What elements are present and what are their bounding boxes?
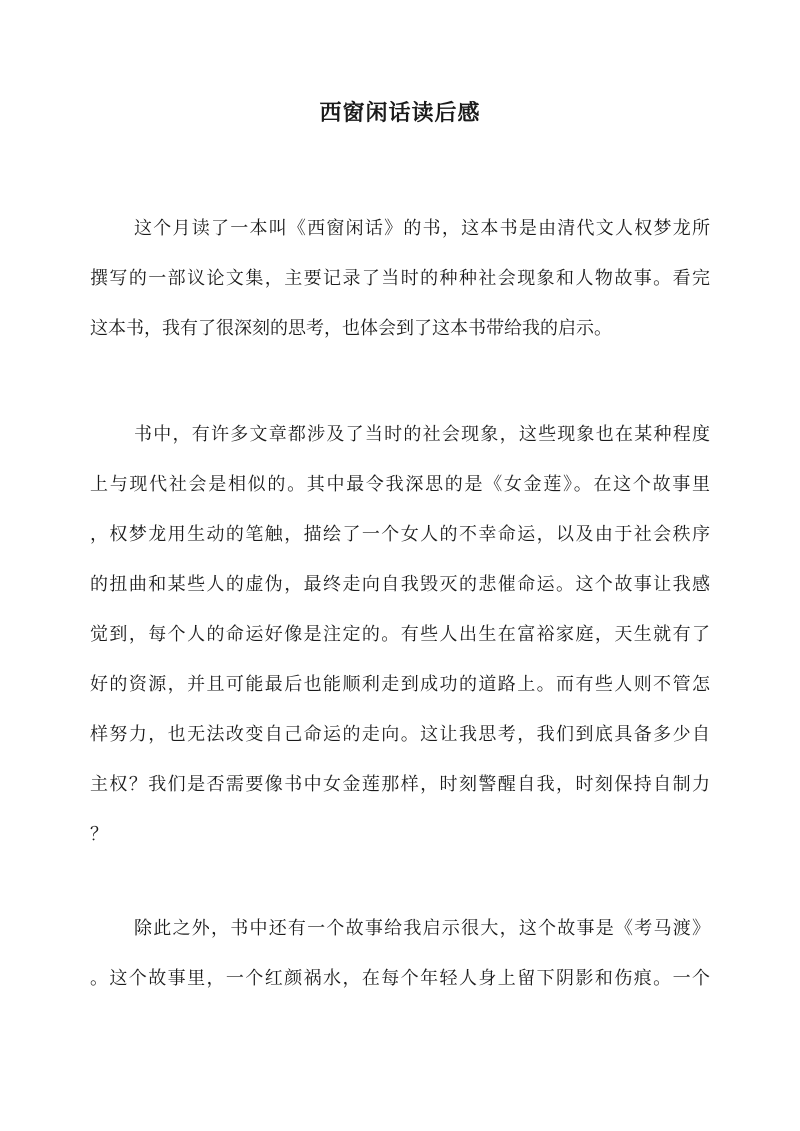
paragraph-2-line-9: ？ bbox=[90, 824, 108, 845]
paragraph-2-line-1: 书中，有许多文章都涉及了当时的社会现象，这些现象也在某种程度 bbox=[134, 424, 710, 445]
document-title: 西窗闲话读后感 bbox=[319, 100, 481, 126]
paragraph-3-line-1: 除此之外，书中还有一个故事给我启示很大，这个故事是《考马渡》 bbox=[134, 918, 710, 939]
paragraph-2-line-6: 好的资源，并且可能最后也能顺利走到成功的道路上。而有些人则不管怎 bbox=[90, 674, 710, 695]
paragraph-2-line-5: 觉到，每个人的命运好像是注定的。有些人出生在富裕家庭，天生就有了 bbox=[90, 624, 710, 645]
paragraph-2-line-7: 样努力，也无法改变自己命运的走向。这让我思考，我们到底具备多少自 bbox=[90, 724, 710, 745]
paragraph-1-line-2: 撰写的一部议论文集，主要记录了当时的种种社会现象和人物故事。看完 bbox=[90, 268, 710, 289]
paragraph-1-line-3: 这本书，我有了很深刻的思考，也体会到了这本书带给我的启示。 bbox=[90, 318, 612, 339]
paragraph-3-line-2: 。这个故事里，一个红颜祸水，在每个年轻人身上留下阴影和伤痕。一个 bbox=[90, 968, 710, 989]
paragraph-2-line-2: 上与现代社会是相似的。其中最令我深思的是《女金莲》。在这个故事里 bbox=[90, 474, 710, 495]
paragraph-2-line-8: 主权？我们是否需要像书中女金莲那样，时刻警醒自我，时刻保持自制力 bbox=[90, 774, 710, 795]
paragraph-2-line-4: 的扭曲和某些人的虚伪，最终走向自我毁灭的悲催命运。这个故事让我感 bbox=[90, 574, 710, 595]
paragraph-2-line-3: ，权梦龙用生动的笔触，描绘了一个女人的不幸命运，以及由于社会秩序 bbox=[90, 524, 710, 545]
paragraph-1-line-1: 这个月读了一本叫《西窗闲话》的书，这本书是由清代文人权梦龙所 bbox=[134, 218, 710, 239]
